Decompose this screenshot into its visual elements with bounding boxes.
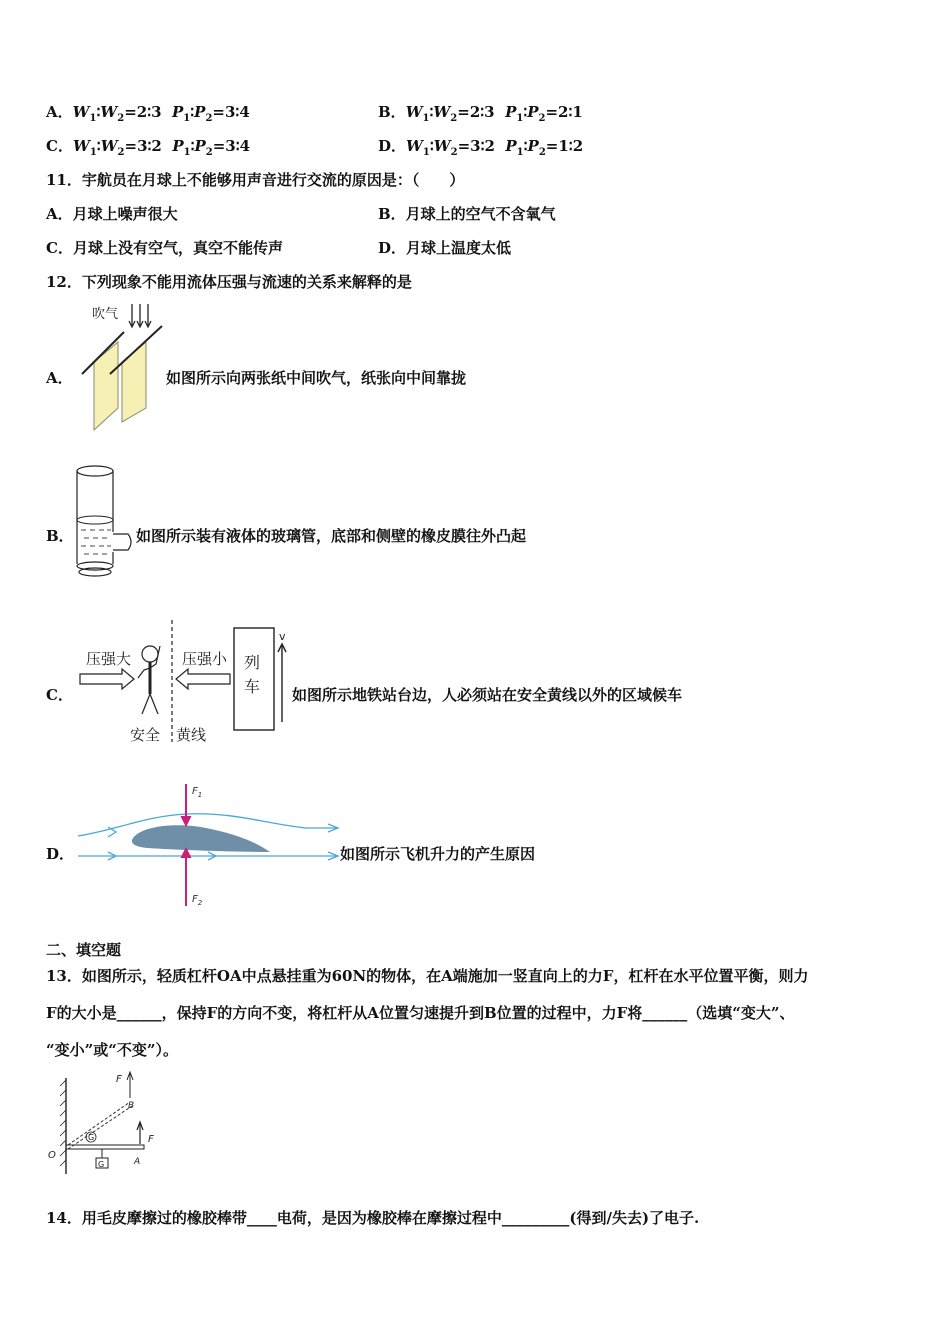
q12-stem: 12．下列现象不能用流体压强与流速的关系来解释的是 [46,273,412,291]
lever-b-label: B [128,1101,135,1111]
q10-option-b[interactable]: B．$W_1∶W_2=2∶3$ $P_1∶P_2=2∶1$ [378,103,583,124]
blow-label: 吹气 [92,307,119,322]
section-heading: 二、填空题 [46,941,122,959]
lever-g-label: G [98,1160,105,1169]
q12-option-a-letter[interactable]: A． [46,369,73,387]
q13-line-3: “变小”或“不变”）。 [46,1041,179,1059]
velocity-label: v [279,630,286,643]
label-low-pressure: 压强小 [182,650,228,668]
option-letter: B． [378,103,406,121]
q13-line-1: 13．如图所示，轻质杠杆OA中点悬挂重为60N的物体，在A端施加一竖直向上的力F，杠杆在水平位置平衡，则力 [46,967,809,985]
paper-sheet-left [94,342,118,430]
airfoil-wing [132,825,270,852]
lever-f-right: F [148,1134,154,1145]
force-f1-label: $F_1$ [192,786,203,799]
q12-option-a-text: 如图所示向两张纸中间吹气，纸张向中间靠拢 [166,369,467,387]
lever-a-label: A [134,1157,141,1167]
option-letter: C． [46,137,73,155]
q11-option-b[interactable]: B．月球上的空气不含氧气 [378,205,556,223]
q10-option-a[interactable]: A．$W_1∶W_2=2∶3$ $P_1∶P_2=3∶4$ [46,103,250,124]
q10-option-d[interactable]: D．$W_1∶W_2=3∶2$ $P_1∶P_2=1∶2$ [378,137,584,158]
label-high-pressure: 压强大 [86,650,132,668]
paper-sheet-right [122,342,146,422]
q13-line-2[interactable]: F的大小是______，保持F的方向不变，将杠杆从A位置匀速提升到B位置的过程中，力F将______（选填“变大”、 [46,1004,795,1022]
label-yellow-line: 黄线 [176,726,207,744]
q12-option-b-text: 如图所示装有液体的玻璃管，底部和侧壁的橡皮膜往外凸起 [136,527,527,545]
q12-option-b-letter[interactable]: B． [46,527,74,545]
label-safe: 安全 [130,726,161,744]
paper-blow-figure [74,302,174,432]
svg-text:车: 车 [244,677,261,696]
force-f2-label: $F_2$ [192,894,203,907]
lever-f-top: F [116,1074,122,1085]
q11-option-c[interactable]: C．月球上没有空气，真空不能传声 [46,239,283,257]
q11-option-d[interactable]: D．月球上温度太低 [378,239,512,257]
option-letter: D． [378,137,407,155]
airfoil-lift-figure [76,780,346,910]
q11-option-a[interactable]: A．月球上噪声很大 [46,205,178,223]
q12-option-c-letter[interactable]: C． [46,686,73,704]
lever-g-circle: G [88,1133,95,1142]
q12-option-c-text: 如图所示地铁站台边，人必须站在安全黄线以外的区域候车 [292,686,683,704]
q12-option-d-text: 如图所示飞机升力的产生原因 [340,845,536,863]
q10-option-c[interactable]: C．$W_1∶W_2=3∶2$ $P_1∶P_2=3∶4$ [46,137,251,158]
option-letter: A． [46,103,73,121]
glass-tube-figure [72,462,142,582]
svg-text:列: 列 [244,653,261,672]
q14-line[interactable]: 14．用毛皮摩擦过的橡胶棒带____电荷，是因为橡胶棒在摩擦过程中_________(得到/失去)了电子. [46,1209,700,1227]
q11-stem: 11．宇航员在月球上不能够用声音进行交流的原因是：（ ） [46,171,465,189]
subway-platform-figure [76,618,296,748]
lever-o-label: O [48,1150,56,1161]
q12-option-d-letter[interactable]: D． [46,845,75,863]
lever-figure [42,1068,172,1178]
